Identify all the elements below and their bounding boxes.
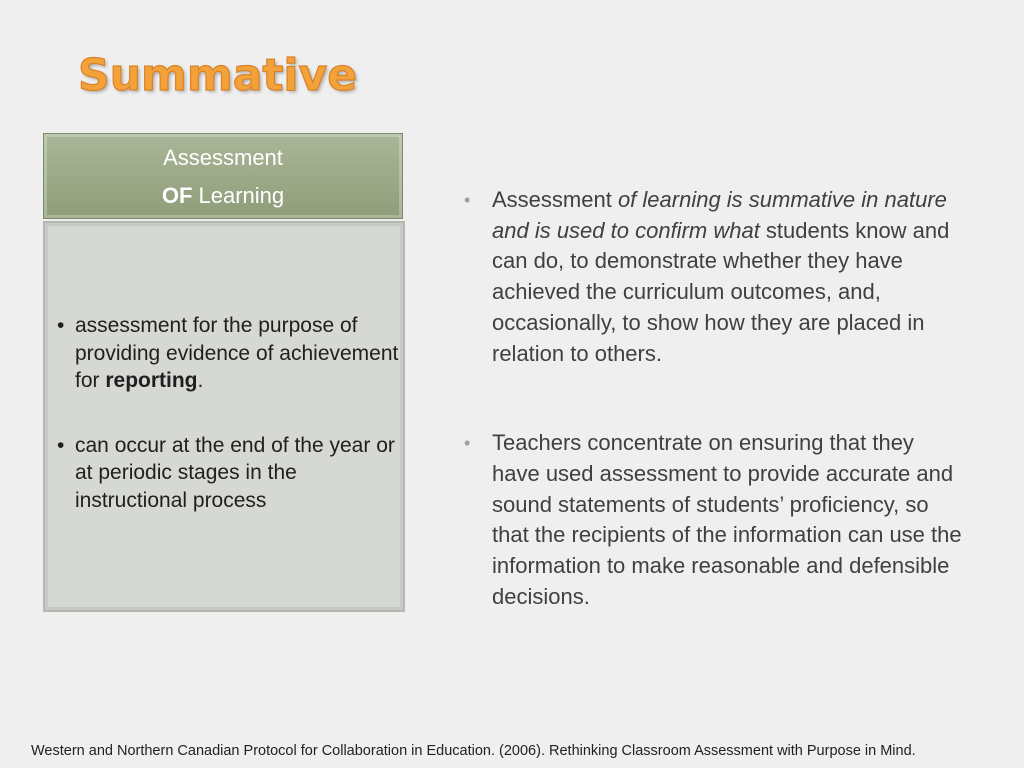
bullet-icon: •: [464, 433, 471, 454]
panel-header-line2: [44, 183, 402, 209]
bullet-rest: students know and can do, to demonstrate whether they have achieved the curriculum outcomes, and, occasionally, to show how they are placed in relation to others.: [492, 217, 950, 366]
slide-title: Summative: [78, 50, 358, 101]
panel-header: [43, 133, 403, 219]
bullet-icon: •: [57, 433, 65, 457]
citation-footer: Western and Northern Canadian Protocol for Collaboration in Education. (2006). Rethinking Classroom Assessment with Purpose in Mind.: [31, 743, 916, 759]
main-bullet-item: [464, 428, 964, 612]
panel-bullet-item: [55, 312, 400, 395]
panel-bullet-list: [55, 312, 400, 551]
panel-header-rest: Learning: [192, 183, 285, 208]
main-bullet-item: [464, 185, 964, 369]
main-bullet-list: [464, 185, 964, 612]
panel-item-text: can occur at the end of the year or at periodic stages in the instructional process: [75, 433, 395, 512]
panel-body: [43, 221, 405, 612]
panel-item-text: assessment for the purpose of providing evidence of achievement for: [75, 314, 399, 392]
panel-header-bold: OF: [161, 183, 193, 208]
panel-item-bold: reporting: [105, 369, 198, 392]
bullet-text: Teachers concentrate on ensuring that they have used assessment to provide accurate and sound statements of students’ proficiency, so that the recipients of the information can use the information to make reasonable and defensible decisions.: [492, 430, 962, 609]
bullet-icon: •: [57, 314, 65, 337]
bullet-icon: •: [464, 190, 471, 210]
panel-item-after: .: [197, 369, 204, 392]
bullet-lead: Assessment: [492, 187, 618, 212]
panel-header-line1: Assessment: [163, 145, 283, 170]
panel-bullet-item: [55, 432, 400, 515]
bullet-italic: of learning is summative in nature and is used to confirm what: [492, 187, 947, 243]
